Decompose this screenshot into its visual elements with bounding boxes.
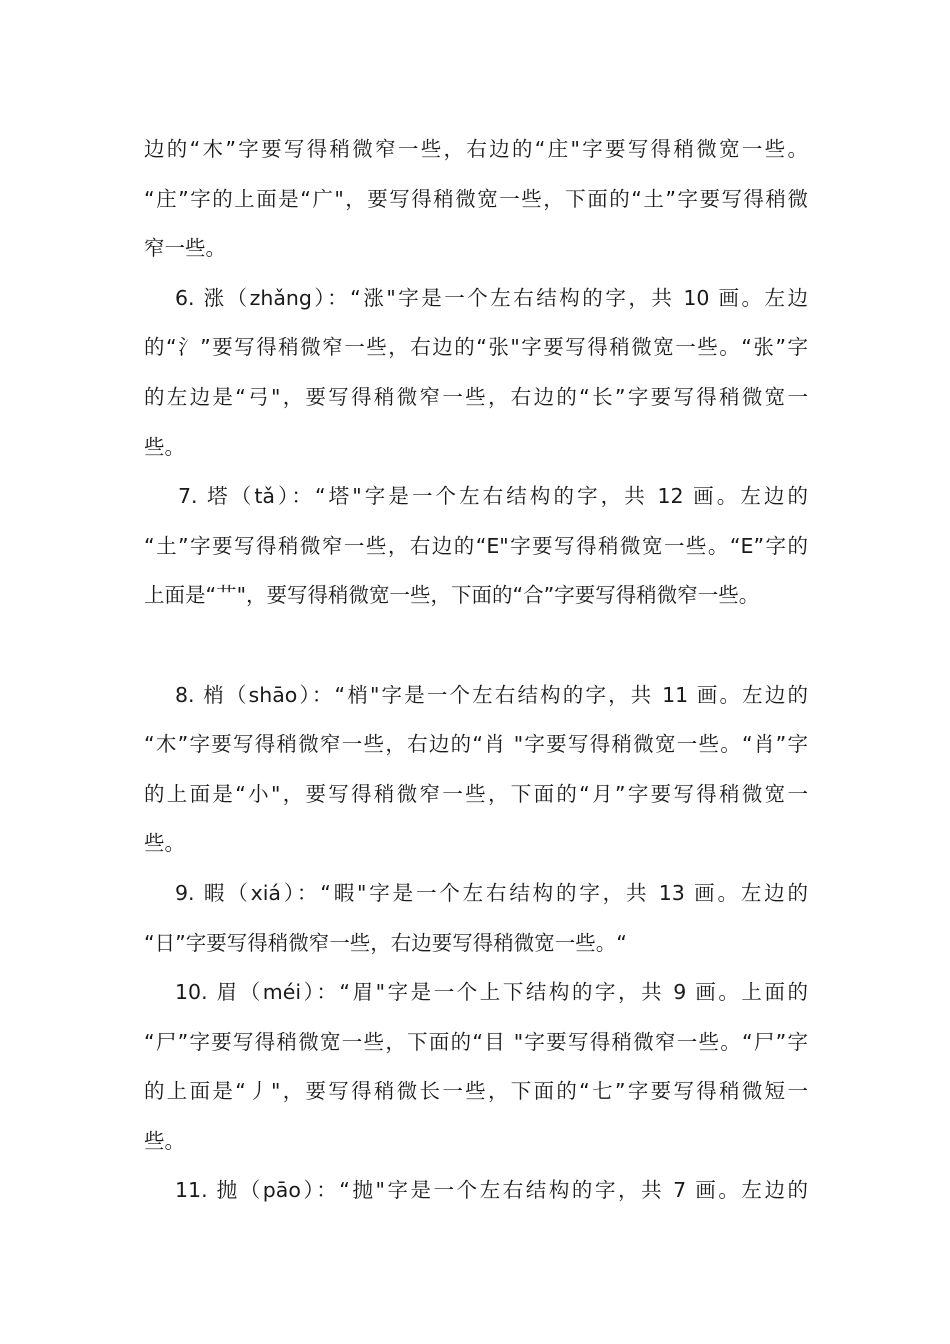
document-body	[144, 125, 808, 1216]
text-line: 的左边是“弓"，要写得稍微窄一些，右边的“长”字要写得稍微宽一	[144, 384, 808, 409]
paragraph-9	[144, 869, 808, 968]
text-line: 的“氵”要写得稍微窄一些，右边的“张"字要写得稍微宽一些。“张”字	[144, 335, 808, 360]
paragraph-6	[144, 274, 808, 472]
text-line: 的上面是“小"，要写得稍微窄一些，下面的“月”字要写得稍微宽一	[144, 781, 808, 806]
text-line: 7. 塔（tǎ）：“塔"字是一个左右结构的字，共 12 画。左边的	[178, 484, 808, 509]
text-line: 些。	[144, 1128, 185, 1153]
text-line: 窄一些。	[144, 236, 226, 261]
text-line: 9. 暇（xiá）：“暇"字是一个左右结构的字，共 13 画。左边的	[175, 880, 808, 905]
text-line: 边的“木”字要写得稍微窄一些，右边的“庄"字要写得稍微宽一些。	[144, 137, 808, 161]
text-line: 10. 眉（méi）：“眉"字是一个上下结构的字，共 9 画。上面的	[175, 980, 808, 1005]
text-line: 8. 梢（shāo）：“梢"字是一个左右结构的字，共 11 画。左边的	[175, 682, 808, 707]
blank-line	[144, 621, 808, 671]
paragraph-5-continued	[144, 125, 808, 274]
text-line: 11. 抛（pāo）：“抛"字是一个左右结构的字，共 7 画。左边的	[175, 1178, 808, 1203]
paragraph-8	[144, 671, 808, 869]
paragraph-11	[144, 1166, 808, 1216]
text-line: “木”字要写得稍微窄一些，右边的“肖 "字要写得稍微宽一些。“肖”字	[144, 732, 808, 757]
text-line: 上面是“艹"，要写得稍微宽一些，下面的“合”字要写得稍微窄一些。	[144, 583, 760, 608]
text-line: 些。	[144, 831, 185, 856]
text-line: “日”字要写得稍微窄一些，右边要写得稍微宽一些。“	[144, 930, 627, 955]
text-line: “土”字要写得稍微窄一些，右边的“E"字要写得稍微宽一些。“E”字的	[144, 533, 808, 558]
text-line: 6. 涨（zhǎng）：“涨"字是一个左右结构的字，共 10 画。左边	[175, 285, 808, 310]
text-line: 的上面是“丿"，要写得稍微长一些，下面的“七”字要写得稍微短一	[144, 1079, 808, 1104]
paragraph-10	[144, 968, 808, 1166]
text-line: 些。	[144, 434, 185, 459]
text-line: “庄”字的上面是“广"，要写得稍微宽一些，下面的“土”字要写得稍微	[144, 186, 808, 211]
paragraph-7	[144, 472, 808, 621]
text-line: “尸”字要写得稍微宽一些，下面的“目 "字要写得稍微窄一些。“尸”字	[144, 1029, 808, 1054]
